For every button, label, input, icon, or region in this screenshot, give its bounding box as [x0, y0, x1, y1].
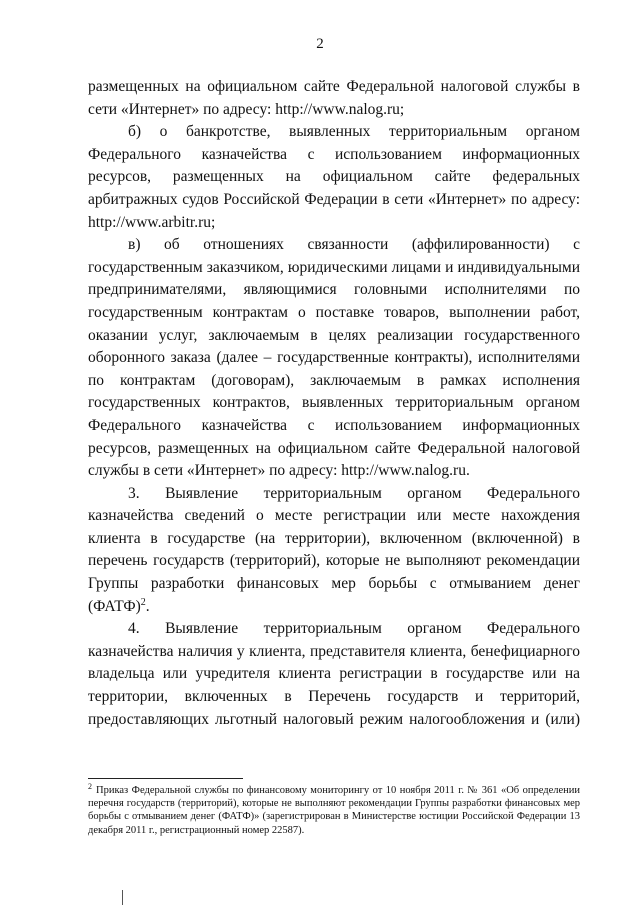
footnote — [88, 781, 580, 837]
footnote-text: Приказ Федеральной службы по финансовому мониторингу от 10 ноября 2011 г. № 361 «Об определении перечня государств (территорий), которые не выполняют рекомендации Группы разработки финансовых мер борьбы с отмыванием денег (ФАТФ)» (зарегистрирован в Министерстве юстиции Российской Федерации 13 декабря 2011 г., регистрационный номер 22587). — [88, 785, 580, 836]
footnote-reference: 2 — [140, 596, 146, 608]
document-body — [88, 76, 580, 731]
footnote-divider — [88, 778, 243, 779]
paragraph-bankruptcy: б) о банкротстве, выявленных территориальным органом Федерального казначейства с использованием информационных ресурсов, размещенных на официальном сайте федеральных арбитражных судов Российской Федерации в сети «Интернет» по адресу: http://www.arbitr.ru; — [88, 123, 580, 231]
paragraph-continuation: размещенных на официальном сайте Федеральной налоговой службы в сети «Интернет» по адресу: http://www.nalog.ru; — [88, 78, 580, 118]
paragraph-item-3-text: 3. Выявление территориальным органом Федерального казначейства сведений о месте регистрации или месте нахождения клиента в государстве (на территории), включенном (включенной) в перечень государств (территорий), которые не выполняют рекомендации Группы разработки финансовых мер борьбы с отмыванием денег (ФАТФ) — [88, 484, 580, 615]
page-number: 2 — [316, 36, 324, 52]
paragraph-affiliation: в) об отношениях связанности (аффилированности) с государственным заказчиком, юридическими лицами и индивидуальными предпринимателями, являющимися головными исполнителями по государственным контрактам о поставке товаров, выполнении работ, оказании услуг, заключаемым в целях реализации государственного оборонного заказа (далее – государственные контракты), исполнителями по контрактам (договорам), заключаемым в рамках исполнения государственных контрактов, выявленных территориальным органом Федерального казначейства с использованием информационных ресурсов, размещенных на официальном сайте Федеральной налоговой службы в сети «Интернет» по адресу: http://www.nalog.ru. — [88, 236, 580, 480]
paragraph-item-3 — [88, 483, 580, 619]
paragraph-item-3-end: . — [145, 597, 150, 615]
paragraph-item-4: 4. Выявление территориальным органом Федерального казначейства наличия у клиента, представителя клиента, бенефициарного владельца или учредителя клиента регистрации в государстве или на территории, включенных в Перечень государств и территорий, предоставляющих льготный налоговый режим налогообложения и (или) — [88, 620, 580, 728]
scan-artifact-line — [122, 890, 123, 905]
footnote-mark: 2 — [88, 781, 92, 791]
